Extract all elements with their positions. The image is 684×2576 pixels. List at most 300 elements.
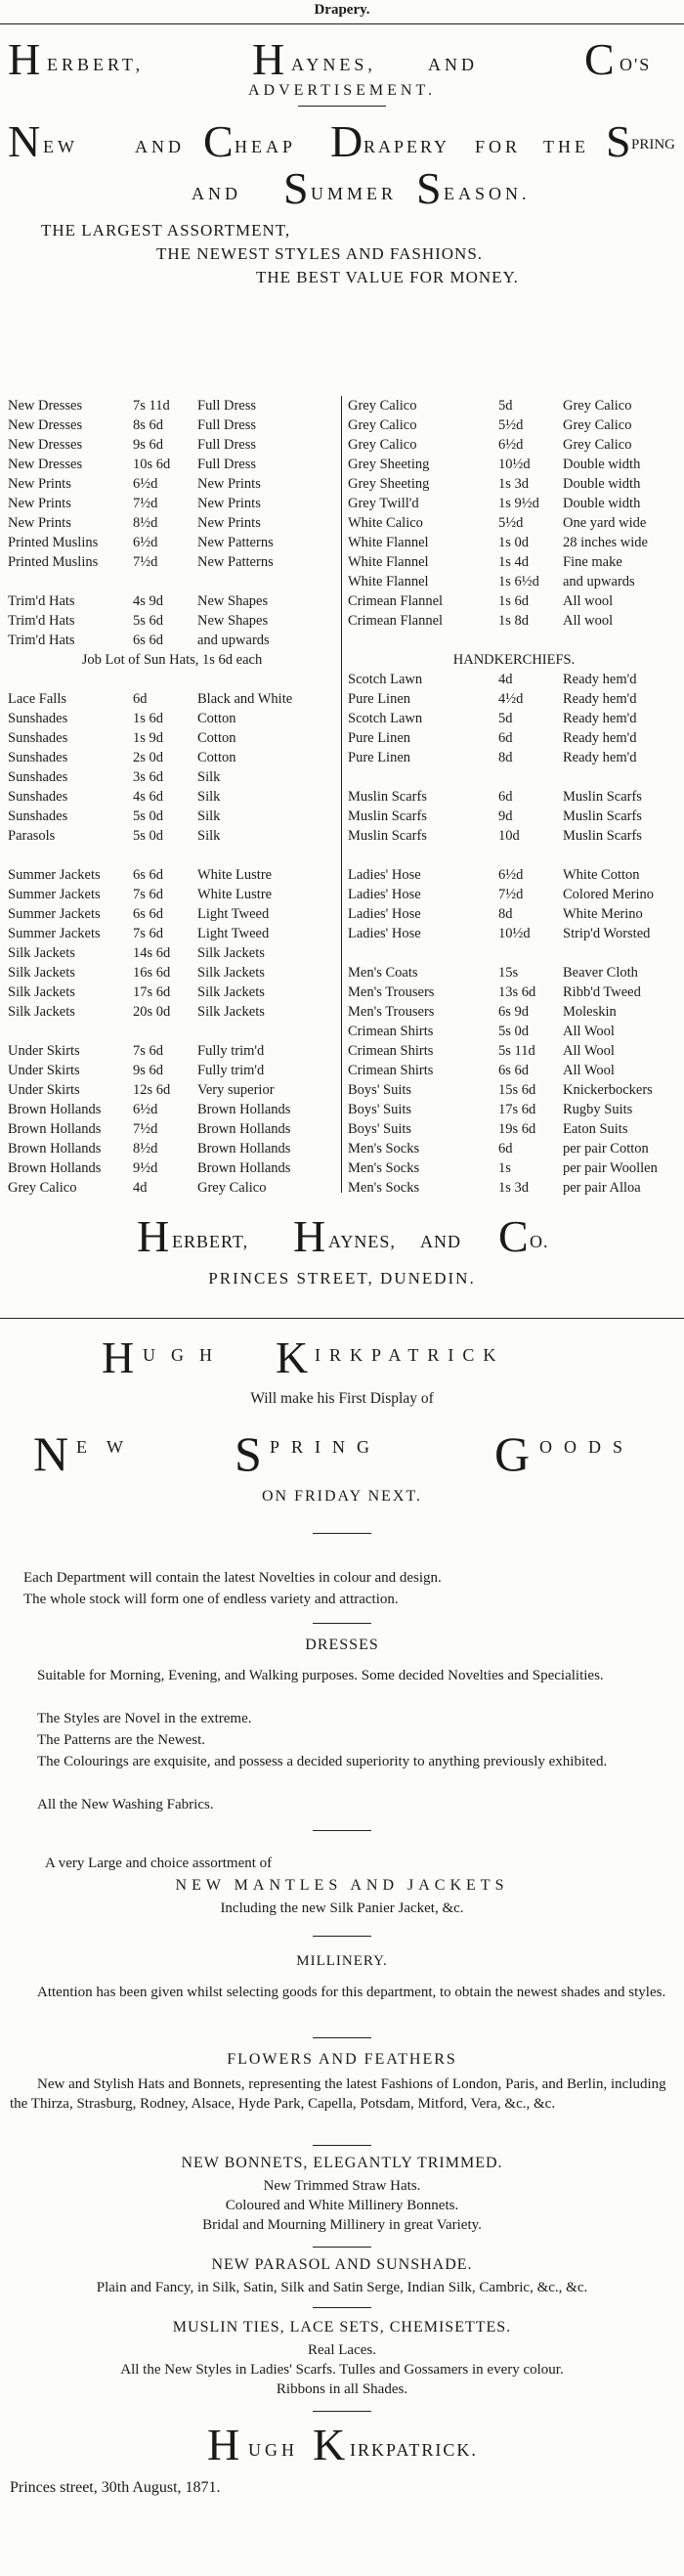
- short-rule: [298, 106, 386, 107]
- item-price: 7½d: [133, 554, 158, 570]
- item-description: One yard wide: [563, 515, 647, 531]
- item-price: 10s 6d: [133, 457, 171, 472]
- price-row: [348, 826, 680, 846]
- item-name: Summer Jackets: [8, 887, 101, 902]
- item-price: 7½d: [498, 887, 524, 902]
- short-rule-2: [313, 1533, 371, 1534]
- item-name: Grey Calico: [348, 417, 417, 433]
- price-row: [348, 1061, 680, 1080]
- item-name: Ladies' Hose: [348, 906, 421, 922]
- item-description: Very superior: [197, 1082, 275, 1098]
- item-name: Men's Socks: [348, 1180, 420, 1196]
- price-row: [348, 885, 680, 904]
- item-description: and upwards: [563, 574, 635, 589]
- item-name: Trim'd Hats: [8, 633, 75, 648]
- item-description: Cotton: [197, 730, 236, 746]
- item-price: 1s 6d: [498, 593, 530, 609]
- tagline-newest: THE NEWEST STYLES AND FASHIONS.: [156, 244, 484, 263]
- item-name: White Flannel: [348, 535, 429, 550]
- flowers-text: New and Stylish Hats and Bonnets, representing the latest Fashions of London, Paris, and Berlin, including the Thirza, Strasburg, Rodney, Alsace, Hyde Park, Capella, Potsdam, Mitford, Vera, &c., &c.: [10, 2076, 666, 2112]
- item-description: Strip'd Worsted: [563, 926, 651, 941]
- item-name: Parasols: [8, 828, 56, 844]
- bonnets-line-2: Coloured and White Millinery Bonnets.: [225, 2198, 459, 2213]
- item-name: Men's Socks: [348, 1141, 420, 1157]
- item-name: Men's Coats: [348, 965, 418, 981]
- item-description: Eaton Suits: [563, 1121, 628, 1137]
- item-price: 7s 6d: [133, 926, 164, 941]
- item-price: 8½d: [133, 515, 158, 531]
- item-description: Fully trim'd: [197, 1063, 265, 1078]
- item-name: Grey Twill'd: [348, 496, 419, 511]
- item-description: New Prints: [197, 496, 261, 511]
- item-description: Fine make: [563, 554, 622, 570]
- item-name: Crimean Flannel: [348, 613, 444, 629]
- item-description: New Prints: [197, 515, 261, 531]
- price-row: [348, 1002, 680, 1022]
- price-row: [348, 572, 680, 591]
- item-name: Men's Trousers: [348, 1004, 435, 1020]
- item-price: 7½d: [133, 1121, 158, 1137]
- price-row: [348, 709, 680, 728]
- item-description: 28 inches wide: [563, 535, 648, 550]
- row-heading: Job Lot of Sun Hats, 1s 6d each: [81, 652, 263, 668]
- item-description: and upwards: [197, 633, 270, 648]
- item-price: 4d: [133, 1180, 148, 1196]
- row-heading: HANDKERCHIEFS.: [452, 652, 576, 668]
- item-price: 6½d: [498, 437, 524, 453]
- short-rule-3: [313, 1623, 371, 1624]
- item-name: Scotch Lawn: [348, 672, 423, 687]
- item-price: 7s 11d: [133, 398, 170, 414]
- item-name: Grey Calico: [8, 1180, 77, 1196]
- item-description: Ready hem'd: [563, 711, 637, 726]
- item-name: Ladies' Hose: [348, 867, 421, 883]
- item-name: Under Skirts: [8, 1063, 80, 1078]
- item-description: Grey Calico: [563, 437, 632, 453]
- short-rule-8: [313, 2247, 371, 2248]
- item-name: New Dresses: [8, 417, 83, 433]
- price-row: [348, 1139, 680, 1158]
- item-price: 4½d: [498, 691, 524, 707]
- item-description: All Wool: [563, 1063, 615, 1078]
- price-row: [8, 689, 336, 709]
- price-row: [8, 435, 336, 455]
- item-price: 15s: [498, 965, 519, 981]
- item-name: Pure Linen: [348, 750, 411, 765]
- item-name: New Dresses: [8, 398, 83, 414]
- price-row: [8, 709, 336, 728]
- item-description: Silk Jackets: [197, 1004, 265, 1020]
- short-rule-7: [313, 2145, 371, 2146]
- item-name: Scotch Lawn: [348, 711, 423, 726]
- item-description: Silk Jackets: [197, 945, 265, 961]
- item-name: Men's Socks: [348, 1160, 420, 1176]
- price-row: [8, 1178, 336, 1198]
- item-description: Brown Hollands: [197, 1141, 291, 1157]
- price-row: [8, 572, 336, 591]
- item-description: New Prints: [197, 476, 261, 492]
- item-description: Black and White: [197, 691, 293, 707]
- item-description: Double width: [563, 476, 641, 492]
- price-list-right: [348, 396, 680, 1202]
- item-description: Colored Merino: [563, 887, 655, 902]
- price-row: [348, 494, 680, 513]
- price-row: [8, 670, 336, 689]
- price-row: [348, 943, 680, 963]
- price-row: [8, 943, 336, 963]
- item-name: Boys' Suits: [348, 1082, 412, 1098]
- item-name: Silk Jackets: [8, 984, 75, 1000]
- item-description: White Merino: [563, 906, 643, 922]
- item-price: 8s 6d: [133, 417, 164, 433]
- item-description: Silk: [197, 769, 221, 785]
- item-name: Sunshades: [8, 769, 68, 785]
- price-row: [348, 474, 680, 494]
- item-description: Fully trim'd: [197, 1043, 265, 1059]
- price-row: [348, 904, 680, 924]
- price-row: [8, 982, 336, 1002]
- item-description: Full Dress: [197, 398, 257, 414]
- item-name: Printed Muslins: [8, 535, 99, 550]
- item-price: 6s 6d: [133, 633, 164, 648]
- item-name: Boys' Suits: [348, 1121, 412, 1137]
- price-row: [8, 885, 336, 904]
- item-description: Grey Calico: [563, 417, 632, 433]
- item-price: 9s 6d: [133, 1063, 164, 1078]
- item-description: Cotton: [197, 711, 236, 726]
- item-description: Light Tweed: [197, 906, 270, 922]
- item-description: Beaver Cloth: [563, 965, 638, 981]
- price-row: [348, 1158, 680, 1178]
- item-price: 6½d: [133, 476, 158, 492]
- item-name: Sunshades: [8, 750, 68, 765]
- price-row: [348, 728, 680, 748]
- price-row: [348, 924, 680, 943]
- date-line: Princes street, 30th August, 1871.: [10, 2479, 221, 2496]
- item-price: 9½d: [133, 1160, 158, 1176]
- item-name: White Flannel: [348, 574, 429, 589]
- item-description: Brown Hollands: [197, 1160, 291, 1176]
- price-row: [348, 533, 680, 552]
- item-price: 5½d: [498, 417, 524, 433]
- item-price: 6½d: [133, 535, 158, 550]
- price-row: [8, 787, 336, 807]
- price-row: [8, 748, 336, 767]
- item-name: White Calico: [348, 515, 423, 531]
- item-description: per pair Woollen: [563, 1160, 658, 1176]
- item-description: New Shapes: [197, 613, 269, 629]
- dresses-heading: DRESSES: [305, 1637, 379, 1653]
- price-row: [8, 1100, 336, 1119]
- item-description: Double width: [563, 457, 641, 472]
- intro-line-1: Each Department will contain the latest Novelties in colour and design.: [23, 1570, 442, 1586]
- item-price: 12s 6d: [133, 1082, 171, 1098]
- item-description: Silk: [197, 789, 221, 805]
- item-description: Muslin Scarfs: [563, 789, 642, 805]
- item-name: Trim'd Hats: [8, 613, 75, 629]
- item-price: 8½d: [133, 1141, 158, 1157]
- item-description: Cotton: [197, 750, 236, 765]
- herbert-signature: H ERBERT, H AYNES, AND C O.: [137, 1211, 549, 1261]
- item-description: Silk Jackets: [197, 984, 265, 1000]
- item-price: 17s 6d: [498, 1102, 536, 1117]
- item-price: 1s 6½d: [498, 574, 539, 589]
- item-price: 5d: [498, 711, 513, 726]
- item-name: Sunshades: [8, 789, 68, 805]
- item-price: 1s 3d: [498, 1180, 530, 1196]
- price-row: [348, 846, 680, 865]
- item-name: Silk Jackets: [8, 945, 75, 961]
- item-name: Muslin Scarfs: [348, 808, 427, 824]
- price-row: [8, 904, 336, 924]
- item-name: Sunshades: [8, 808, 68, 824]
- price-row: [8, 631, 336, 650]
- advertisement-subtitle: ADVERTISEMENT.: [247, 82, 437, 99]
- item-name: Summer Jackets: [8, 926, 101, 941]
- item-price: 1s: [498, 1160, 511, 1176]
- price-row: [8, 611, 336, 631]
- price-row: [8, 924, 336, 943]
- item-price: 1s 8d: [498, 613, 530, 629]
- item-price: 6½d: [133, 1102, 158, 1117]
- item-price: 6d: [133, 691, 148, 707]
- item-name: Brown Hollands: [8, 1102, 102, 1117]
- tagline-best-value: THE BEST VALUE FOR MONEY.: [256, 268, 519, 286]
- price-row: [8, 1022, 336, 1041]
- price-row: [348, 455, 680, 474]
- item-price: 6s 6d: [498, 1063, 530, 1078]
- item-price: 20s 0d: [133, 1004, 171, 1020]
- item-name: New Dresses: [8, 437, 83, 453]
- price-row: [8, 1139, 336, 1158]
- on-friday-next: ON FRIDAY NEXT.: [261, 1488, 423, 1505]
- item-description: Silk: [197, 828, 221, 844]
- bonnets-heading: NEW BONNETS, ELEGANTLY TRIMMED.: [181, 2155, 503, 2171]
- item-description: Grey Calico: [563, 398, 632, 414]
- item-price: 9s 6d: [133, 437, 164, 453]
- item-price: 8d: [498, 750, 513, 765]
- price-row: [348, 767, 680, 787]
- item-name: Crimean Shirts: [348, 1043, 434, 1059]
- price-row: [348, 631, 680, 650]
- item-price: 1s 4d: [498, 554, 530, 570]
- price-row: [348, 396, 680, 415]
- item-price: 1s 0d: [498, 535, 530, 550]
- price-row: [348, 611, 680, 631]
- dresses-text-1: Suitable for Morning, Evening, and Walking purposes. Some decided Novelties and Specialities.: [37, 1668, 604, 1683]
- item-price: 1s 9½d: [498, 496, 539, 511]
- item-name: Crimean Flannel: [348, 593, 444, 609]
- price-row: [8, 533, 336, 552]
- item-description: Double width: [563, 496, 641, 511]
- item-price: 6s 6d: [133, 906, 164, 922]
- mantles-intro: A very Large and choice assortment of: [45, 1856, 273, 1871]
- price-row: [348, 552, 680, 572]
- price-row: [348, 415, 680, 435]
- price-row: [348, 1080, 680, 1100]
- item-price: 5s 0d: [498, 1024, 530, 1039]
- price-row: [8, 415, 336, 435]
- price-row: [8, 396, 336, 415]
- item-name: Sunshades: [8, 730, 68, 746]
- item-name: Sunshades: [8, 711, 68, 726]
- millinery-text: Attention has been given whilst selecting goods for this department, to obtain the newest shades and styles.: [37, 1985, 666, 2000]
- item-price: 6s 6d: [133, 867, 164, 883]
- item-name: New Prints: [8, 515, 71, 531]
- item-price: 19s 6d: [498, 1121, 536, 1137]
- item-price: 4s 9d: [133, 593, 164, 609]
- item-price: 10½d: [498, 457, 531, 472]
- short-rule-9: [313, 2307, 371, 2308]
- item-name: Boys' Suits: [348, 1102, 412, 1117]
- dresses-text-3: The Patterns are the Newest.: [37, 1732, 206, 1748]
- item-price: 16s 6d: [133, 965, 171, 981]
- item-description: Ready hem'd: [563, 691, 637, 707]
- price-row: [348, 807, 680, 826]
- item-name: Brown Hollands: [8, 1121, 102, 1137]
- item-name: Silk Jackets: [8, 965, 75, 981]
- item-name: Silk Jackets: [8, 1004, 75, 1020]
- kirkpatrick-signature: H UGH K IRKPATRICK.: [207, 2420, 478, 2469]
- price-row: [348, 435, 680, 455]
- price-row: [8, 846, 336, 865]
- new-spring-goods-headline: N EW S PRING G OODS: [33, 1426, 635, 1481]
- price-row: [8, 650, 336, 670]
- item-name: Ladies' Hose: [348, 926, 421, 941]
- item-name: New Dresses: [8, 457, 83, 472]
- item-price: 7s 6d: [133, 887, 164, 902]
- short-rule-4: [313, 1830, 371, 1831]
- price-row: [348, 787, 680, 807]
- item-name: Pure Linen: [348, 691, 411, 707]
- item-name: Grey Calico: [348, 437, 417, 453]
- top-rule: [0, 23, 684, 24]
- new-cheap-drapery-headline: N EW AND C HEAP D RAPERY FOR THE S PRING: [8, 116, 676, 166]
- muslin-line-1: Real Laces.: [308, 2342, 376, 2358]
- price-row: [8, 1002, 336, 1022]
- item-description: per pair Cotton: [563, 1141, 649, 1157]
- bonnets-line-1: New Trimmed Straw Hats.: [263, 2178, 421, 2194]
- item-description: Brown Hollands: [197, 1102, 291, 1117]
- price-row: [8, 494, 336, 513]
- mantles-heading: NEW MANTLES AND JACKETS: [175, 1877, 509, 1894]
- item-price: 5s 0d: [133, 828, 164, 844]
- item-price: 1s 9d: [133, 730, 164, 746]
- price-row: [348, 1100, 680, 1119]
- item-name: Crimean Shirts: [348, 1063, 434, 1078]
- item-price: 6d: [498, 730, 513, 746]
- ad-separator-rule: [0, 1318, 684, 1319]
- price-row: [8, 552, 336, 572]
- column-divider: [341, 396, 342, 1193]
- item-price: 17s 6d: [133, 984, 171, 1000]
- item-description: Grey Calico: [197, 1180, 267, 1196]
- dresses-text-4: The Colourings are exquisite, and possess a decided superiority to anything previously exhibited.: [37, 1754, 608, 1769]
- item-price: 13s 6d: [498, 984, 536, 1000]
- bonnets-line-3: Bridal and Mourning Millinery in great Variety.: [202, 2217, 482, 2233]
- item-price: 7s 6d: [133, 1043, 164, 1059]
- item-description: All wool: [563, 613, 614, 629]
- price-row: [8, 826, 336, 846]
- price-row: [348, 591, 680, 611]
- item-name: White Flannel: [348, 554, 429, 570]
- item-name: Pure Linen: [348, 730, 411, 746]
- item-description: New Patterns: [197, 535, 274, 550]
- price-row: [8, 807, 336, 826]
- item-name: Muslin Scarfs: [348, 789, 427, 805]
- item-description: per pair Alloa: [563, 1180, 641, 1196]
- price-row: [8, 474, 336, 494]
- item-name: Summer Jackets: [8, 867, 101, 883]
- price-row: [8, 1080, 336, 1100]
- short-rule-6: [313, 2037, 371, 2038]
- item-name: Trim'd Hats: [8, 593, 75, 609]
- item-name: Crimean Shirts: [348, 1024, 434, 1039]
- item-name: Printed Muslins: [8, 554, 99, 570]
- price-row: [348, 982, 680, 1002]
- item-description: Silk Jackets: [197, 965, 265, 981]
- item-price: 9d: [498, 808, 513, 824]
- price-row: [8, 1158, 336, 1178]
- item-name: Under Skirts: [8, 1082, 80, 1098]
- price-row: [8, 963, 336, 982]
- item-price: 3s 6d: [133, 769, 164, 785]
- item-price: 5½d: [498, 515, 524, 531]
- dresses-text-5: All the New Washing Fabrics.: [37, 1797, 214, 1812]
- intro-line-2: The whole stock will form one of endless variety and attraction.: [23, 1592, 399, 1607]
- price-row: [348, 865, 680, 885]
- item-name: New Prints: [8, 476, 71, 492]
- price-row: [8, 767, 336, 787]
- herbert-title: H ERBERT, H AYNES, AND C O'S: [8, 34, 652, 84]
- price-list-left: [8, 396, 336, 1202]
- item-description: Rugby Suits: [563, 1102, 633, 1117]
- price-row: [348, 748, 680, 767]
- item-description: Ready hem'd: [563, 672, 637, 687]
- item-price: 5s 6d: [133, 613, 164, 629]
- item-description: Full Dress: [197, 437, 257, 453]
- item-description: Muslin Scarfs: [563, 828, 642, 844]
- flowers-heading: FLOWERS AND FEATHERS: [227, 2051, 457, 2068]
- item-description: Ready hem'd: [563, 750, 637, 765]
- item-name: Men's Trousers: [348, 984, 435, 1000]
- item-description: White Lustre: [197, 887, 273, 902]
- item-description: Full Dress: [197, 417, 257, 433]
- herbert-address: PRINCES STREET, DUNEDIN.: [208, 1269, 476, 1288]
- muslin-line-2: All the New Styles in Ladies' Scarfs. Tulles and Gossamers in every colour.: [120, 2362, 564, 2378]
- item-description: All Wool: [563, 1024, 615, 1039]
- item-price: 4d: [498, 672, 513, 687]
- item-price: 14s 6d: [133, 945, 171, 961]
- item-price: 7½d: [133, 496, 158, 511]
- item-name: Under Skirts: [8, 1043, 80, 1059]
- item-price: 10d: [498, 828, 520, 844]
- item-price: 1s 6d: [133, 711, 164, 726]
- price-row: [8, 865, 336, 885]
- price-row: [8, 728, 336, 748]
- price-row: [348, 1022, 680, 1041]
- price-row: [348, 963, 680, 982]
- item-description: Ready hem'd: [563, 730, 637, 746]
- item-name: Brown Hollands: [8, 1160, 102, 1176]
- item-name: Lace Falls: [8, 691, 66, 707]
- item-name: Brown Hollands: [8, 1141, 102, 1157]
- parasol-text: Plain and Fancy, in Silk, Satin, Silk and Satin Serge, Indian Silk, Cambric, &c., &c.: [96, 2280, 588, 2295]
- price-row: [8, 1061, 336, 1080]
- price-row: [348, 689, 680, 709]
- price-row: [348, 1041, 680, 1061]
- price-row: [8, 455, 336, 474]
